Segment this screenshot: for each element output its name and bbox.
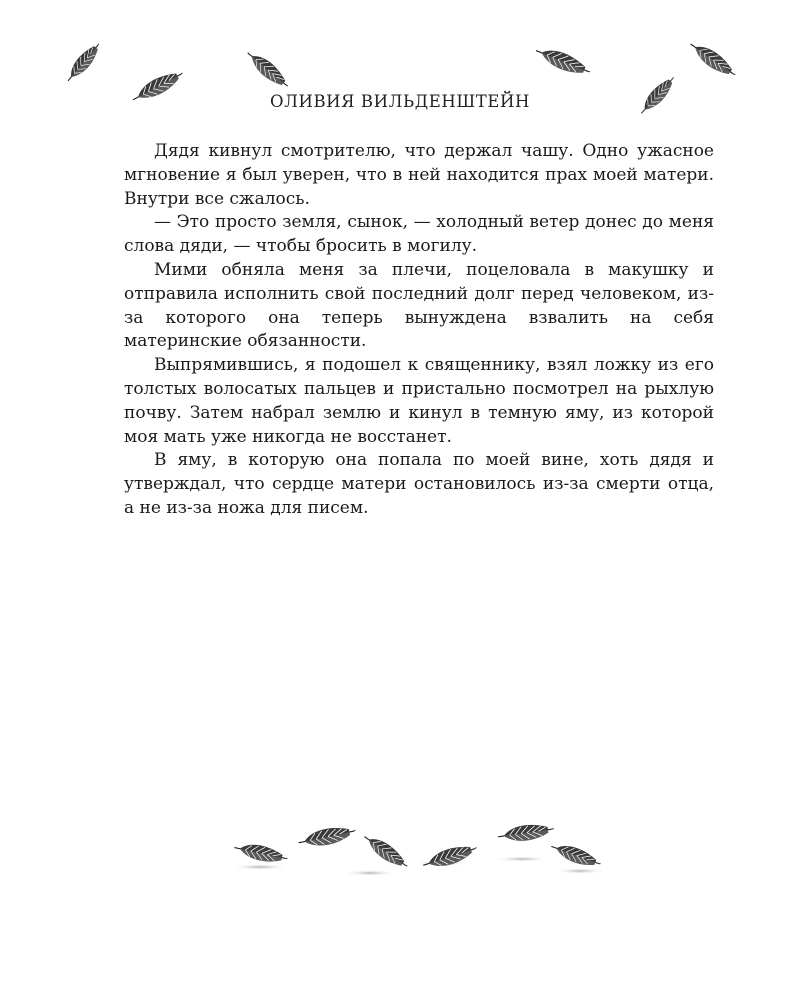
running-head: ОЛИВИЯ ВИЛЬДЕНШТЕЙН (269, 92, 531, 111)
feather-icon (358, 840, 412, 862)
feather-shadow (342, 870, 398, 876)
feather-icon (232, 842, 288, 864)
paragraph: — Это просто земля, сынок, — холодный ветер донес до меня слова дяди, — чтобы бросить в могилу. (124, 212, 714, 257)
feather-icon (532, 50, 592, 72)
feather-icon (420, 846, 478, 868)
feather-icon (240, 58, 294, 80)
feather-icon (548, 844, 602, 866)
feather-icon (496, 822, 554, 844)
feather-icon (296, 826, 356, 848)
feather-shadow (494, 856, 550, 862)
feather-icon (684, 48, 740, 70)
paragraph: Дядя кивнул смотрителю, что держал чашу. Одно ужасное мгновение я был уверен, что в ней находится прах моей матери. Внутри все сжалось. (124, 141, 714, 209)
feather-icon (58, 48, 108, 78)
paragraph: Выпрямившись, я подошел к священнику, взял ложку из его толстых волосатых пальцев и пристально посмотрел на рыхлую почву. Затем набрал землю и кинул в темную яму, из которой моя мать уже никогда не восстанет. (124, 355, 714, 447)
paragraph: В яму, в которую она попала по моей вине, хоть дядя и утверждал, что сердце матери остановилось из-за смерти отца, а не из-за ножа для писем. (124, 450, 714, 518)
paragraph: Мими обняла меня за плечи, поцеловала в макушку и отправила исполнить свой последний долг перед человеком, из-за которого она теперь вынуждена взвалить на себя материнские обязанности. (124, 259, 714, 352)
chapter-text (124, 140, 714, 521)
